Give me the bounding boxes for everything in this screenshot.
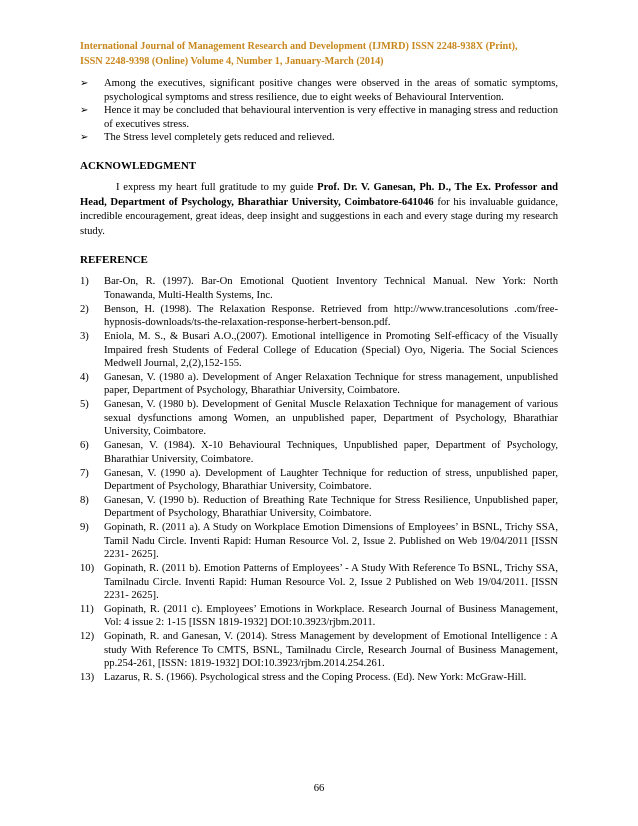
list-item <box>80 275 558 302</box>
reference-text: Gopinath, R. (2011 c). Employees’ Emotions in Workplace. Research Journal of Business Management, Vol: 4 issue 2: 1-15 [ISSN 1819-1932] DOI:10.3923/rjbm.2011. <box>104 604 558 629</box>
reference-number: 10) <box>80 563 95 575</box>
reference-number: 4) <box>80 371 89 383</box>
reference-number: 1) <box>80 276 89 288</box>
reference-number: 13) <box>80 672 95 684</box>
bullet-text: Among the executives, significant positive changes were observed in the areas of somatic symptoms, psychological symptoms and stress resilience, due to eight weeks of Behavioural Intervention. <box>104 78 558 103</box>
reference-number: 9) <box>80 522 89 534</box>
list-item <box>80 330 558 370</box>
ack-text-before: I express my heart full gratitude to my guide <box>116 181 318 193</box>
journal-header-line-1: International Journal of Management Research and Development (IJMRD) ISSN 2248-938X (Print), <box>80 41 518 52</box>
list-item <box>80 562 558 602</box>
reference-text: Gopinath, R. and Ganesan, V. (2014). Stress Management by development of Emotional Intelligence : A study With Reference To CMTS, BSNL, Tamilnadu Circle, Research Journal of Business Management, pp.254-261, [ISSN: 1819-1932] DOI:10.3923/rjbm.2014.254.261. <box>104 631 558 670</box>
reference-text: Bar-On, R. (1997). Bar-On Emotional Quotient Inventory Technical Manual. New York: North Tonawanda, Multi-Health Systems, Inc. <box>104 276 558 301</box>
conclusion-bullet-list <box>80 77 558 145</box>
reference-number: 7) <box>80 467 89 479</box>
list-item <box>80 131 558 145</box>
acknowledgment-paragraph <box>80 181 558 239</box>
arrow-bullet-icon: ➢ <box>80 132 89 144</box>
reference-text: Lazarus, R. S. (1966). Psychological stress and the Coping Process. (Ed). New York: McGraw-Hill. <box>104 672 527 684</box>
reference-number: 2) <box>80 303 89 315</box>
reference-number: 3) <box>80 331 89 343</box>
reference-text: Eniola, M. S., & Busari A.O.,(2007). Emotional intelligence in Promoting Self-efficacy of the Visually Impaired fresh Students of Federal College of Education (Special) Oyo, Nigeria. The Social Sciences Medwell Journal, 2,(2),152-155. <box>104 331 558 369</box>
list-item <box>80 467 558 494</box>
reference-text: Ganesan, V. (1980 a). Development of Anger Relaxation Technique for stress management, unpublished paper, Department of Psychology, Bharathiar University, Coimbatore. <box>104 371 558 397</box>
list-item <box>80 104 558 131</box>
reference-text: Benson, H. (1998). The Relaxation Response. Retrieved from http://www.trancesolutions .com/free-hypnosis-downloads/ts-the-relaxation-response-herbert-benson.pdf. <box>104 303 558 329</box>
reference-number: 6) <box>80 440 89 452</box>
acknowledgment-heading: ACKNOWLEDGMENT <box>80 159 197 172</box>
list-item <box>80 303 558 330</box>
page-content <box>80 40 558 685</box>
reference-text: Ganesan, V. (1980 b). Development of Genital Muscle Relaxation Technique for management of various sexual dysfunctions among Women, an unpublished paper, Department of Psychology, Bharathiar University, Coimbatore. <box>104 399 558 438</box>
list-item <box>80 603 558 630</box>
arrow-bullet-icon: ➢ <box>80 105 89 117</box>
reference-text: Gopinath, R. (2011 a). A Study on Workplace Emotion Dimensions of Employees’ in BSNL, Trichy SSA, Tamil Nadu Circle. Inventi Rapid: Human Resource Vol. 2, Issue 2. Published on Web 19/04/2011 [ISSN 2231- 2625]. <box>104 522 558 561</box>
list-item <box>80 521 558 561</box>
list-item <box>80 671 558 684</box>
page-number: 66 <box>313 783 325 794</box>
reference-heading: REFERENCE <box>80 254 148 267</box>
reference-text: Gopinath, R. (2011 b). Emotion Patterns of Employees’ - A Study With Reference To BSNL, Trichy SSA, Tamilnadu Circle. Inventi Rapid: Human Resource Vol. 2, Issue 2 Published on Web 19/04/2011. [ISSN 2231- 2625]. <box>104 563 558 602</box>
journal-header <box>80 40 558 69</box>
reference-number: 8) <box>80 495 89 506</box>
journal-header-line-2: ISSN 2248-9398 (Online) Volume 4, Number 1, January-March (2014) <box>80 55 384 67</box>
arrow-bullet-icon: ➢ <box>80 78 89 89</box>
list-item <box>80 439 558 466</box>
ack-text-after: for his invaluable guidance, incredible encouragement, great ideas, deep insight and suggestions in each and every stage during my research study. <box>80 196 558 237</box>
reference-number: 12) <box>80 631 95 643</box>
reference-number: 5) <box>80 399 89 411</box>
reference-list <box>80 275 558 684</box>
reference-text: Ganesan, V. (1990 a). Development of Laughter Technique for reduction of stress, unpublished paper, Department of Psychology, Bharathiar University, Coimbatore. <box>104 467 558 492</box>
list-item <box>80 398 558 438</box>
list-item <box>80 630 558 670</box>
bullet-text: Hence it may be concluded that behavioural intervention is very effective in managing stress and reduction of executives stress. <box>104 105 558 130</box>
reference-text: Ganesan, V. (1984). X-10 Behavioural Techniques, Unpublished paper, Department of Psychology, Bharathiar University, Coimbatore. <box>104 440 558 465</box>
bullet-text: The Stress level completely gets reduced and relieved. <box>104 132 335 144</box>
list-item <box>80 77 558 104</box>
list-item <box>80 371 558 398</box>
list-item <box>80 494 558 521</box>
reference-text: Ganesan, V. (1990 b). Reduction of Breathing Rate Technique for Stress Resilience, Unpublished paper, Department of Psychology, Bharathiar University, Coimbatore. <box>104 495 558 520</box>
reference-number: 11) <box>80 604 94 616</box>
ack-guide-name: Prof. Dr. V. Ganesan, Ph. D., The Ex. Professor and Head, Department of Psychology, Bharathiar University, Coimbatore-641046 <box>80 181 558 208</box>
